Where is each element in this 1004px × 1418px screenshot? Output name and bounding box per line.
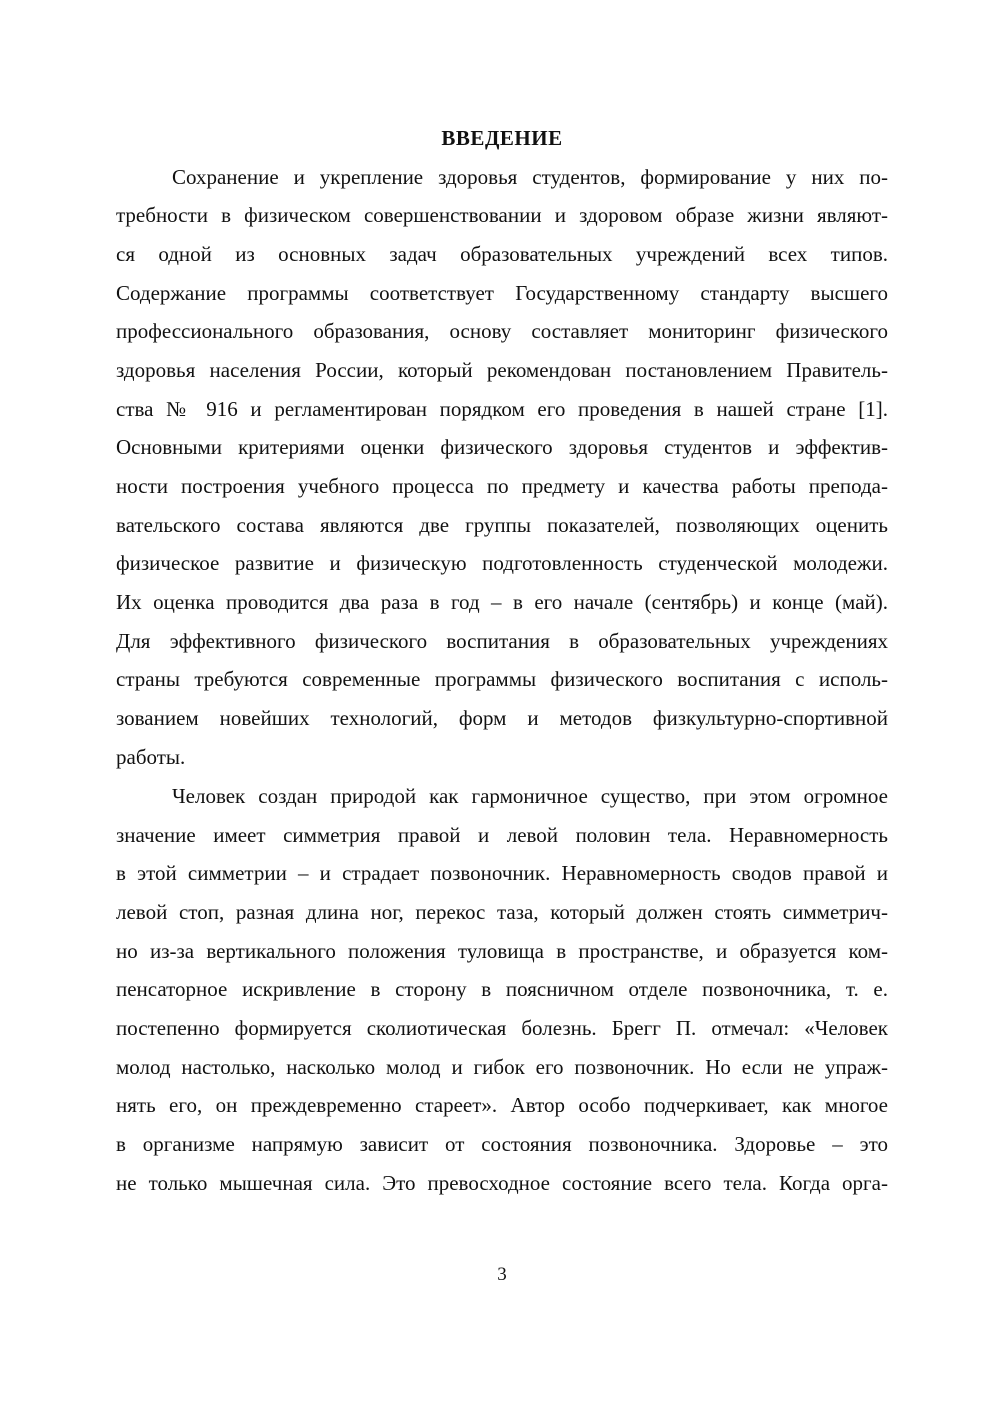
text-line: ся одной из основных задач образовательных учреждений всех типов. <box>116 242 888 266</box>
text-line: Основными критериями оценки физического здоровья студентов и эффектив- <box>116 435 888 459</box>
text-line: ности построения учебного процесса по предмету и качества работы препода- <box>116 474 888 498</box>
section-heading: ВВЕДЕНИЕ <box>441 126 563 150</box>
text-line: Сохранение и укрепление здоровья студентов, формирование у них по- <box>172 165 888 189</box>
text-line: молод настолько, насколько молод и гибок его позвоночник. Но если не упраж- <box>116 1055 888 1079</box>
text-line: в организме напрямую зависит от состояния позвоночника. Здоровье – это <box>116 1132 888 1156</box>
text-line: страны требуются современные программы физического воспитания с исполь- <box>116 667 888 691</box>
text-line: профессионального образования, основу составляет мониторинг физического <box>116 319 888 343</box>
text-line: нять его, он преждевременно стареет». Автор особо подчеркивает, как многое <box>116 1093 888 1117</box>
text-line: Человек создан природой как гармоничное существо, при этом огромное <box>172 784 888 808</box>
page-number: 3 <box>497 1264 507 1285</box>
text-line: физическое развитие и физическую подготовленность студенческой молодежи. <box>116 551 888 575</box>
text-line: работы. <box>116 745 186 769</box>
text-line: зованием новейших технологий, форм и методов физкультурно-спортивной <box>116 706 888 730</box>
text-line: значение имеет симметрия правой и левой половин тела. Неравномерность <box>116 823 888 847</box>
text-line: но из-за вертикального положения туловища в пространстве, и образуется ком- <box>116 939 888 963</box>
text-line: Для эффективного физического воспитания в образовательных учреждениях <box>116 629 888 653</box>
text-line: левой стоп, разная длина ног, перекос таза, который должен стоять симметрич- <box>116 900 888 924</box>
text-line: здоровья населения России, который рекомендован постановлением Правитель- <box>116 358 888 382</box>
text-line: не только мышечная сила. Это превосходное состояние всего тела. Когда орга- <box>116 1171 888 1195</box>
text-line: ства № 916 и регламентирован порядком его проведения в нашей стране [1]. <box>116 397 888 421</box>
text-line: в этой симметрии – и страдает позвоночник. Неравномерность сводов правой и <box>116 861 888 885</box>
text-line: постепенно формируется сколиотическая болезнь. Брегг П. отмечал: «Человек <box>116 1016 888 1040</box>
text-line: Их оценка проводится два раза в год – в его начале (сентябрь) и конце (май). <box>116 590 888 614</box>
text-line: требности в физическом совершенствовании и здоровом образе жизни являют- <box>116 203 888 227</box>
text-line: пенсаторное искривление в сторону в поясничном отделе позвоночника, т. е. <box>116 977 888 1001</box>
text-line: Содержание программы соответствует Государственному стандарту высшего <box>116 281 888 305</box>
text-line: вательского состава являются две группы показателей, позволяющих оценить <box>116 513 888 537</box>
